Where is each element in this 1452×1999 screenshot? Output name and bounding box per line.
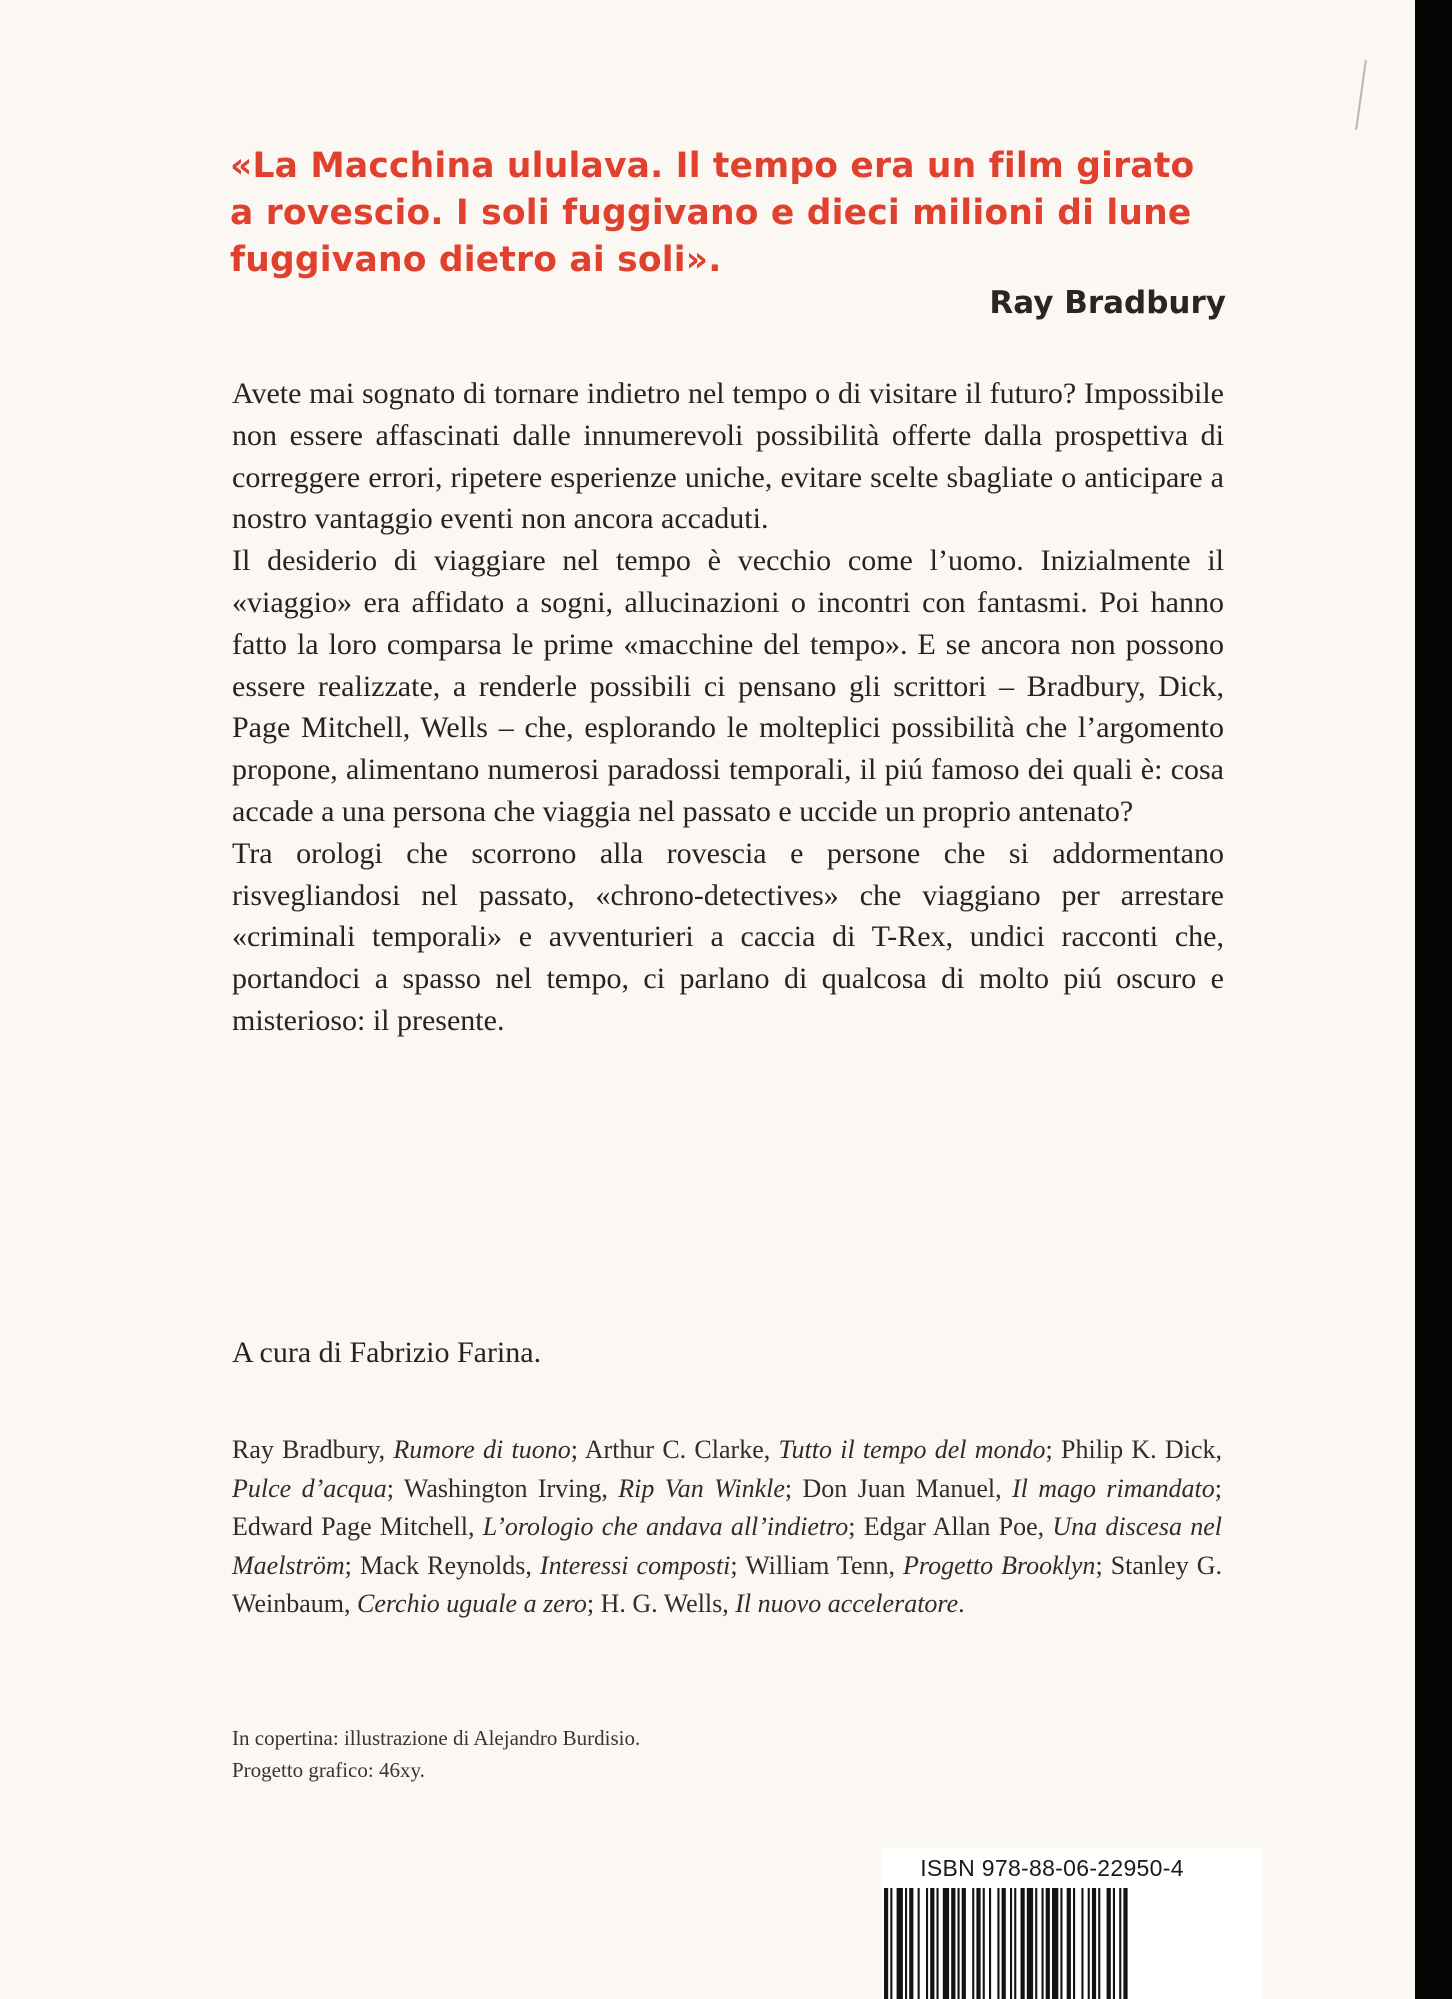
barcode-bar [1073,1888,1075,1999]
barcode-bar [905,1888,907,1999]
barcode-bar [1027,1888,1033,1999]
barcode-bar [918,1888,920,1999]
quote-line: «La Macchina ululava. Il tempo era un film girato [230,146,1195,186]
story-author: Edward Page Mitchell, [232,1512,483,1542]
story-separator: ; [1045,1435,1062,1464]
story-author: Ray Bradbury, [232,1435,394,1464]
barcode-bar [1014,1888,1016,1999]
story-title: Il mago rimandato [1012,1473,1215,1503]
barcode-bar [1010,1888,1012,1999]
story-title: Rip Van Winkle [618,1473,785,1503]
design-credit: Progetto grafico: 46xy. [232,1758,425,1782]
story-title: Cerchio uguale a zero [357,1589,587,1619]
barcode-bar [1119,1888,1121,1999]
story-author: Stanley G. Weinbaum, [232,1550,1222,1619]
story-separator: . [958,1589,965,1619]
barcode-bar [1042,1888,1044,1999]
story-author: Don Juan Manuel, [802,1473,1013,1503]
story-separator: ; [848,1512,864,1542]
barcode-bar [976,1888,980,1999]
barcode-bar [1081,1888,1083,1999]
story-author: Arthur C. Clarke, [584,1435,779,1464]
story-separator: ; [1214,1473,1223,1503]
blurb-paragraph: Avete mai sognato di tornare indietro nel tempo o di visitare il futuro? Impossibile non essere affascinati dalle innumerevoli possibilità offerte dalla prospettiva di correggere errori, ripetere esperienze uniche, evitare scelte sbagliate o anticipare a nostro vantaggio eventi non ancora accaduti. [232,377,1224,536]
barcode-bar [1002,1888,1006,1999]
barcode-bar [989,1888,991,1999]
story-title: Interessi composti [539,1550,731,1580]
barcode-bar [997,1888,999,1999]
barcode-bar [1092,1888,1096,1999]
story-separator: ; [586,1589,601,1619]
story-title: Pulce d’acqua [232,1473,387,1503]
barcode-bar [1052,1888,1058,1999]
story-title: L’orologio che andava all’indietro [482,1512,849,1542]
story-author: William Tenn, [745,1550,904,1580]
barcode-bar [884,1888,888,1999]
cover-credit: In copertina: illustrazione di Alejandro Burdisio. [232,1726,641,1750]
story-separator: ; [570,1435,585,1464]
barcode-bar [1123,1888,1127,1999]
barcode-bar [1035,1888,1037,1999]
barcode-bar [1107,1888,1111,1999]
barcode-bar [1113,1888,1115,1999]
story-title: Progetto Brooklyn [903,1550,1096,1580]
story-separator: ; [344,1550,360,1580]
story-separator: ; [386,1473,404,1503]
barcode-bar [962,1888,966,1999]
story-title: Rumore di tuono [393,1435,571,1464]
barcode-bar [972,1888,974,1999]
barcode-bar [983,1888,985,1999]
scan-border [1415,0,1452,1999]
barcode-bar [930,1888,934,1999]
barcode-bar [897,1888,903,1999]
story-author: Edgar Allan Poe, [863,1512,1053,1542]
blurb [232,373,1224,1042]
story-author: H. G. Wells, [600,1589,736,1619]
story-title: Una discesa nel Maelström [232,1512,1222,1580]
story-author: Mack Reynolds, [359,1550,540,1580]
story-list [232,1431,1222,1624]
story-separator: ; [784,1473,803,1503]
isbn-text: ISBN 978-88-06-22950-4 [920,1855,1184,1881]
story-title: Il nuovo acceleratore [735,1589,959,1619]
barcode-icon [882,1888,1222,1999]
barcode-bar [926,1888,928,1999]
epigraph-quote [230,143,1230,284]
story-title: Tutto il tempo del mondo [778,1435,1046,1464]
barcode-bar [937,1888,939,1999]
barcode-label [882,1848,1262,1999]
barcode-bar [951,1888,955,1999]
barcode-bar [909,1888,913,1999]
barcode-bar [1067,1888,1071,1999]
barcode-bar [1021,1888,1025,1999]
credits [232,1722,1132,1786]
barcode-bar [1060,1888,1062,1999]
story-author: Washington Irving, [403,1473,619,1503]
barcode-bar [943,1888,949,1999]
quote-author: Ray Bradbury [989,285,1226,321]
story-separator: ; [1095,1550,1111,1580]
paper-scratch [1355,60,1367,130]
barcode-bar [1098,1888,1100,1999]
barcode-bar [1088,1888,1090,1999]
curator-line: A cura di Fabrizio Farina. [232,1336,542,1369]
quote-line: fuggivano dietro ai soli». [230,240,722,280]
barcode-bar [890,1888,892,1999]
blurb-paragraph: Il desiderio di viaggiare nel tempo è vecchio come l’uomo. Inizialmente il «viaggio» era affidato a sogni, allucinazioni o incontri con fantasmi. Poi hanno fatto la loro comparsa le prime «macchine del tempo». E se ancora non possono essere realizzate, a renderle possibili ci pensano gli scrittori – Bradbury, Dick, Page Mitchell, Wells – che, esplorando le molteplici possibilità che l’argomento propone, alimentano numerosi paradossi temporali, il piú famoso dei quali è: cosa accade a una persona che viaggia nel passato e uccide un proprio antenato? [232,544,1224,828]
story-separator: ; [730,1550,746,1580]
quote-line: a rovescio. I soli fuggivano e dieci milioni di lune [230,193,1192,233]
barcode-bar [1046,1888,1050,1999]
barcode-bar [958,1888,960,1999]
story-author: Philip K. Dick, [1061,1435,1222,1464]
blurb-paragraph: Tra orologi che scorrono alla rovescia e persone che si addormentano risvegliandosi nel passato, «chrono-detectives» che viaggiano per arrestare «criminali temporali» e avventurieri a caccia di T-Rex, undici racconti che, portandoci a spasso nel tempo, ci parlano di qualcosa di molto piú oscuro e misterioso: il presente. [232,836,1224,1037]
